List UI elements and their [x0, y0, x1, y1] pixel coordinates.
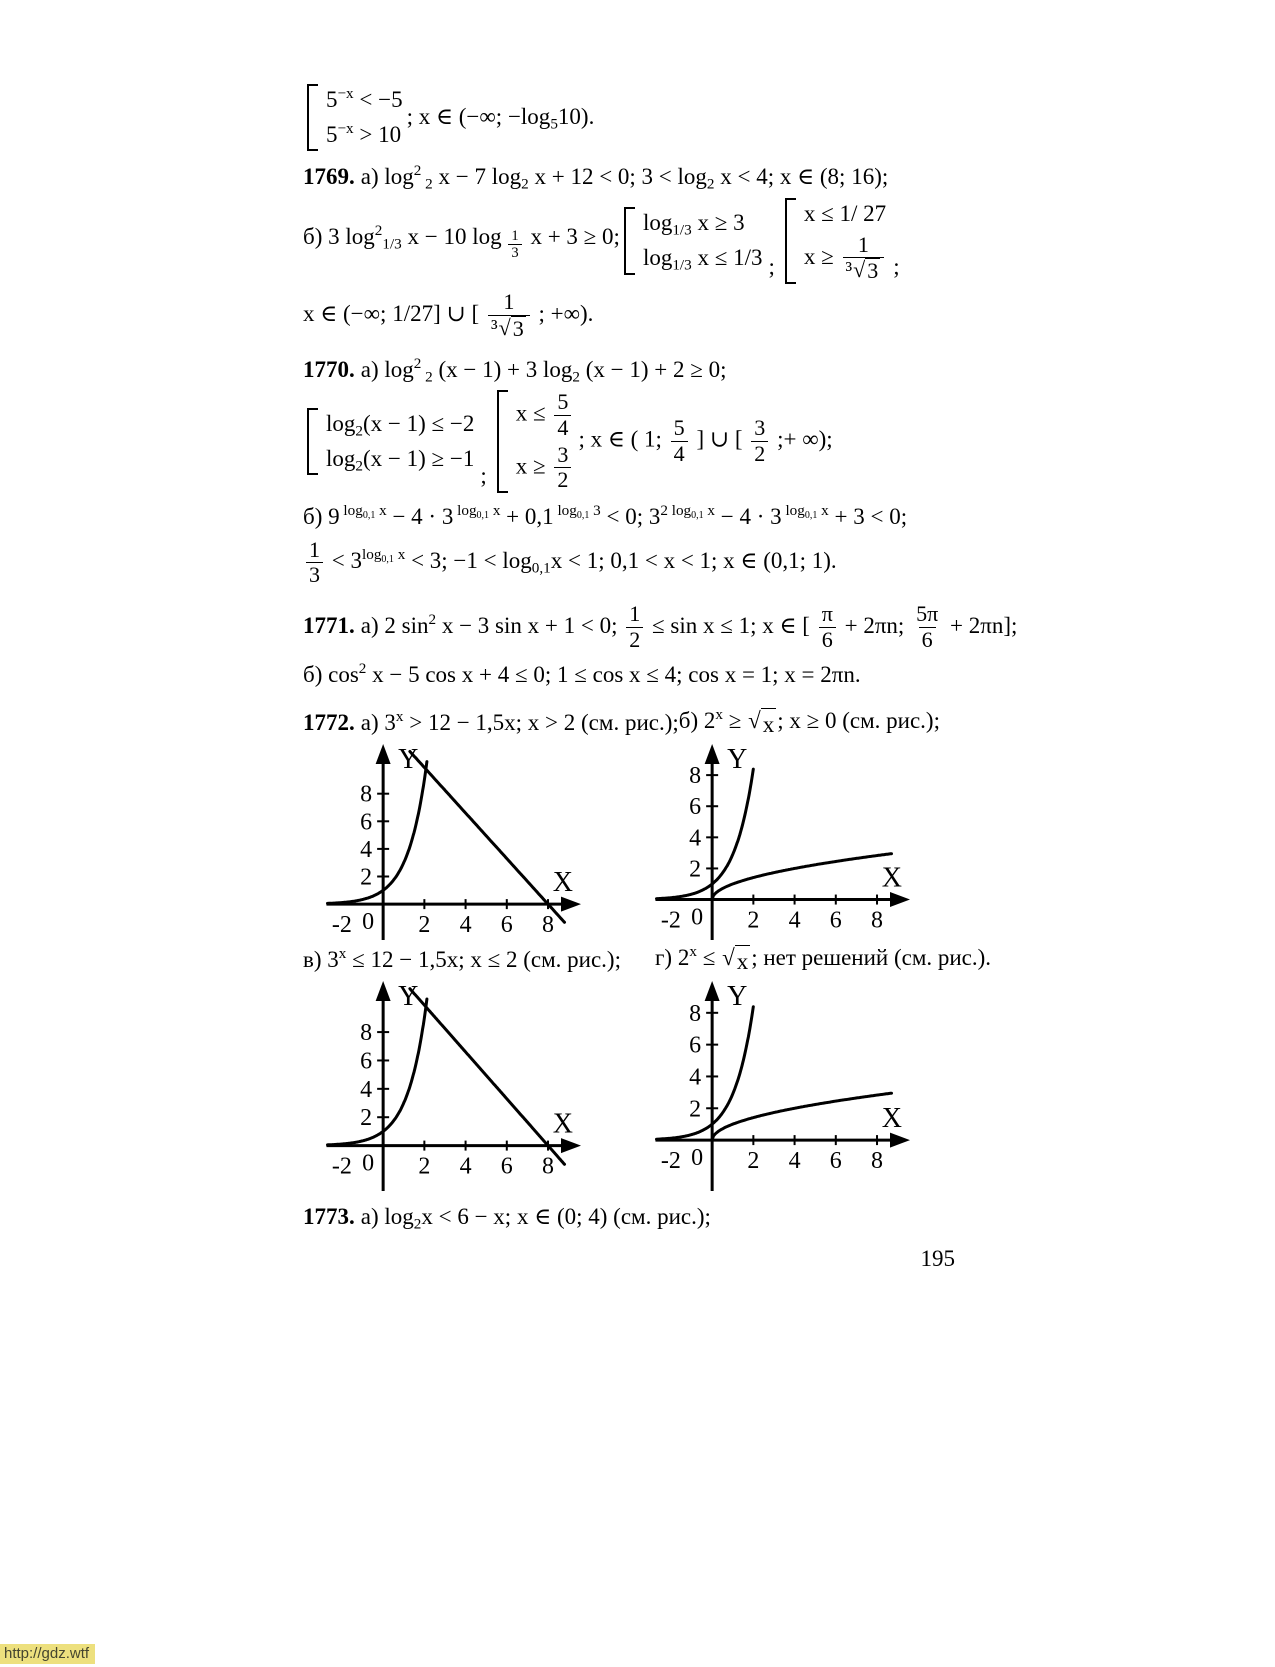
svg-text:8: 8: [689, 1000, 702, 1027]
system-row: $5^{-x} > 10$: [326, 119, 402, 147]
formula: в) $3^x \le 12 - 1,5x$; x ≤ 2 (см. рис.);: [303, 945, 621, 972]
svg-text:4: 4: [459, 911, 472, 938]
formula: а) $3^x > 12 - 1,5x$; x > 2 (см. рис.);: [360, 708, 679, 736]
svg-text:6: 6: [500, 911, 513, 938]
solution-1768-system: [303, 84, 993, 151]
formula: $\frac{1}{3}$ < $3^{log_{0,1} x} < 3$; $-1 < \log_{0,1}x < 1$; 0,1 < x < 1; x ∈ (0,1; 1).: [303, 548, 837, 573]
svg-text:6: 6: [360, 809, 373, 836]
svg-text:0: 0: [362, 1150, 375, 1177]
formula: б) $\cos^2 x - 5$ cos x + 4 ≤ 0; 1 ≤ cos x ≤ 4; cos x = 1; x = 2πn.: [303, 659, 861, 687]
problem-number: 1770.: [303, 356, 355, 382]
svg-text:X: X: [552, 1108, 573, 1140]
left-bracket: [307, 84, 318, 151]
svg-text:6: 6: [689, 1032, 702, 1059]
formula: а) $\log^2 _2$ (x − 1) + 3 $\log_2 (x - 1) + 2 \ge 0$;: [360, 354, 727, 385]
system-bracket: [624, 207, 763, 274]
formula: а) 2 $\sin^2 x - 3$ sin x + 1 < 0; $\frac{1}{2}$ ≤ sin x ≤ 1; x ∈ [ $\frac{\pi}{6}$ + 2πn; $\frac{5\pi}{6}$ + 2πn];: [360, 601, 1018, 652]
problem-1771-a: [303, 601, 1018, 652]
svg-text:Y: Y: [398, 980, 419, 1012]
formula: б) 3 $\log^2_{1/3} x - 10$ log $_{\frac{1}{3}}$ x + 3 ≥ 0;: [303, 221, 620, 261]
svg-text:4: 4: [360, 836, 373, 863]
formula: x ∈ (−∞; 1/27] ∪ [ 1 ³ √ 3 ; +∞).: [303, 289, 594, 341]
left-bracket: [497, 390, 508, 493]
svg-text:8: 8: [689, 762, 702, 789]
svg-text:8: 8: [871, 907, 884, 934]
svg-text:0: 0: [362, 908, 375, 935]
system-bracket: [785, 198, 887, 284]
svg-text:2: 2: [360, 864, 373, 891]
svg-text:-2: -2: [331, 911, 352, 938]
watermark-link[interactable]: http://gdz.wtf: [0, 1644, 95, 1664]
svg-text:4: 4: [360, 1076, 373, 1103]
system-row: x ≥ $\frac{3}{2}$: [516, 443, 575, 493]
formula: а) $\log^2 _2$ x − 7 $\log_2 x + 12 < 0$; $3 < \log_2 x < 4$; x ∈ (8; 16);: [360, 162, 889, 193]
svg-text:6: 6: [689, 794, 702, 821]
system-row: $\log_2(x - 1) \ge -1$: [326, 445, 475, 474]
svg-text:6: 6: [500, 1153, 513, 1180]
solution-1770-b: [303, 538, 993, 588]
problem-1769-b: [303, 198, 993, 284]
figure-1772b-graph: [640, 744, 910, 940]
svg-text:2: 2: [689, 1095, 702, 1122]
solution-answer: ; x ∈ ( 1; $\frac{5}{4}$ ] ∪ [ $\frac{3}{2}$ ;+ ∞);: [578, 415, 833, 467]
svg-text:X: X: [881, 1102, 902, 1134]
figures-row-1: [311, 744, 993, 940]
solution-1770-systems: [303, 390, 993, 493]
svg-text:0: 0: [691, 1144, 704, 1171]
formula: б) $2^x$ ≥ √ x ; x ≥ 0 (см. рис.);: [679, 705, 940, 742]
left-bracket: [624, 207, 635, 274]
solution-answer: ; x ∈ (−∞; $-\log_510$).: [406, 104, 595, 133]
svg-text:6: 6: [829, 1147, 842, 1174]
formula: г) $2^x$ ≤ √ x ; нет решений (см. рис.).: [655, 942, 991, 979]
problem-1772-vg-header: [303, 942, 993, 979]
system-row: $\log_{1/3} x \ge 3$: [642, 210, 745, 239]
svg-text:Y: Y: [398, 743, 419, 775]
problem-1770-b: [303, 501, 993, 534]
separator: ;: [768, 254, 775, 280]
svg-text:2: 2: [418, 911, 431, 938]
svg-text:0: 0: [691, 904, 704, 931]
svg-text:8: 8: [360, 1019, 373, 1046]
figures-row-2: [311, 981, 993, 1191]
svg-text:Y: Y: [727, 980, 748, 1012]
figure-1772v-graph: [311, 981, 581, 1191]
svg-text:2: 2: [360, 1104, 373, 1131]
left-bracket: [307, 408, 318, 475]
separator: ;: [480, 463, 487, 489]
problem-1772-header: [303, 705, 993, 742]
svg-text:4: 4: [689, 825, 702, 852]
svg-text:8: 8: [871, 1147, 884, 1174]
svg-text:2: 2: [689, 856, 702, 883]
system-row: $\log_{1/3} x \le 1/3$: [642, 245, 763, 274]
svg-text:2: 2: [418, 1153, 431, 1180]
svg-text:4: 4: [689, 1063, 702, 1090]
svg-text:X: X: [552, 866, 573, 898]
problem-number: 1769.: [303, 164, 355, 190]
svg-text:8: 8: [542, 911, 555, 938]
problem-1771-b: [303, 659, 993, 692]
system-row: x ≤ 1/ 27: [803, 200, 887, 226]
figure-1772a-graph: [311, 744, 581, 940]
svg-text:4: 4: [788, 907, 801, 934]
svg-text:-2: -2: [331, 1153, 352, 1180]
figure-1772g-graph: [640, 981, 910, 1191]
page-number: 195: [920, 1246, 955, 1272]
svg-text:X: X: [881, 862, 902, 894]
svg-text:8: 8: [542, 1153, 555, 1180]
system-bracket: [307, 408, 474, 475]
system-row: $\log_2(x - 1) \le -2$: [326, 410, 475, 440]
svg-text:6: 6: [360, 1047, 373, 1074]
left-bracket: [785, 198, 796, 284]
svg-text:-2: -2: [660, 907, 681, 934]
svg-text:2: 2: [747, 907, 760, 934]
problem-number: 1773.: [303, 1203, 355, 1229]
problem-1770-a: [303, 354, 993, 387]
svg-text:8: 8: [360, 781, 373, 808]
problem-number: 1771.: [303, 612, 355, 638]
solution-1769-answer: [303, 290, 993, 341]
solutions-column: [303, 84, 1018, 1276]
svg-text:-2: -2: [660, 1147, 681, 1174]
svg-text:2: 2: [747, 1147, 760, 1174]
system-bracket: [307, 84, 403, 151]
problem-number: 1772.: [303, 710, 355, 736]
formula: б) 9 $^{log_{0,1} x}$ − 4 · 3 $^{log_{0,1} x}$ + 0,1 $^{log_{0,1} 3}$ < 0; $3^{2 log_{0,1} x} - 4 \cdot 3$ $^{log_{0,1} x}$ + 3 < 0;: [303, 502, 908, 530]
separator: ;: [893, 254, 900, 280]
system-row: x ≤ $\frac{5}{4}$: [516, 390, 575, 440]
problem-1773-a: [303, 1201, 993, 1234]
svg-text:4: 4: [788, 1147, 801, 1174]
svg-text:Y: Y: [727, 743, 748, 775]
svg-text:4: 4: [459, 1153, 472, 1180]
problem-1769-a: [303, 161, 993, 194]
system-row: $5^{-x} < -5$: [326, 85, 403, 112]
system-bracket: [497, 390, 575, 493]
system-row: x ≥ 1 ³ √ 3: [804, 233, 887, 284]
svg-text:6: 6: [829, 907, 842, 934]
formula: а) $\log_2x < 6 - x$; x ∈ (0; 4) (см. рис.);: [360, 1203, 711, 1232]
